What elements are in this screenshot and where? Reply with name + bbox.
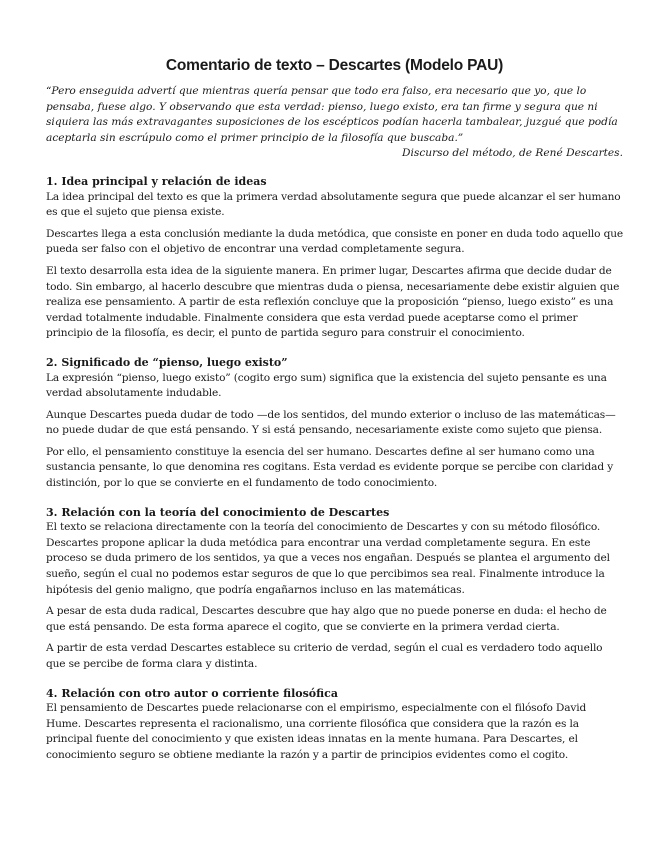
section-heading: 1. Idea principal y relación de ideas [46, 174, 267, 188]
paragraph: El texto se relaciona directamente con la teoría del conocimiento de Descartes y con su método filosófico. Descartes propone aplicar la duda metódica para encontrar una verdad completamente segura. En este proceso se duda primero de los sentidos, ya que a veces nos engañan. Después se plantea el argumento del sueño, según el cual no podemos estar seguros de que lo que percibimos sea real. Finalmente introduce la hipótesis del genio maligno, que podría engañarnos incluso en las matemáticas. [46, 521, 610, 596]
quote-source: Discurso del método, de René Descartes. [402, 147, 623, 160]
quote-text: “Pero enseguida advertí que mientras quería pensar que todo era falso, era necesario que yo, que lo pensaba, fuese algo. Y observando que esta verdad: pienso, luego existo, era tan firme y segura que ni siquiera las más extravagantes suposiciones de los escépticos podían hacerla tambalear, juzgué que podía aceptarla sin escrúpulo como el primer principio de la filosofía que buscaba.” [46, 85, 618, 144]
paragraph: A partir de esta verdad Descartes establece su criterio de verdad, según el cual es verdadero todo aquello que se percibe de forma clara y distinta. [46, 642, 603, 670]
section-heading: 3. Relación con la teoría del conocimiento de Descartes [46, 505, 390, 519]
page-title: Comentario de texto – Descartes (Modelo PAU) [165, 57, 504, 74]
section-teoria-conocimiento [46, 505, 623, 673]
paragraph: La idea principal del texto es que la primera verdad absolutamente segura que puede alcanzar el ser humano es que el sujeto que piensa existe. [46, 190, 621, 219]
paragraph: La expresión “pienso, luego existo” (cogito ergo sum) significa que la existencia del sujeto pensante es una verdad absolutamente indudable. [46, 371, 607, 400]
section-heading: 4. Relación con otro autor o corriente filosófica [46, 686, 338, 700]
paragraph: El pensamiento de Descartes puede relacionarse con el empirismo, especialmente con el filósofo David Hume. Descartes representa el racionalismo, una corriente filosófica que considera que la razón es la principal fuente del conocimiento y que existen ideas innatas en la mente humana. Para Descartes, el conocimiento seguro se obtiene mediante la razón y a partir de principios evidentes como el cogito. [46, 702, 587, 761]
section-significado [46, 355, 623, 492]
paragraph: Aunque Descartes pueda dudar de todo —de los sentidos, del mundo exterior o incluso de las matemáticas— no puede dudar de que está pensando. Y si está pensando, necesariamente existe como sujeto que piensa. [46, 408, 616, 437]
paragraph: A pesar de esta duda radical, Descartes descubre que hay algo que no puede ponerse en duda: el hecho de que está pensando. De esta forma aparece el cogito, que se convierte en la primera verdad cierta. [46, 605, 607, 633]
section-heading: 2. Significado de “pienso, luego existo” [46, 355, 288, 369]
section-relacion-autor [46, 686, 623, 764]
paragraph: Descartes llega a esta conclusión mediante la duda metódica, que consiste en poner en duda todo aquello que pueda ser falso con el objetivo de encontrar una verdad completamente segura. [46, 227, 624, 256]
section-idea-principal [46, 174, 623, 342]
paragraph: El texto desarrolla esta idea de la siguiente manera. En primer lugar, Descartes afirma que decide dudar de todo. Sin embargo, al hacerlo descubre que mientras duda o piensa, necesariamente debe existir alguien que realiza ese pensamiento. A partir de esta reflexión concluye que la proposición “pienso, luego existo” es una verdad totalmente indudable. Finalmente considera que esta verdad puede aceptarse como el primer principio de la filosofía, es decir, el punto de partida seguro para construir el conocimiento. [46, 264, 620, 340]
paragraph: Por ello, el pensamiento constituye la esencia del ser humano. Descartes define al ser humano como una sustancia pensante, lo que denomina res cogitans. Esta verdad es evidente porque se percibe con claridad y distinción, por lo que se convierte en el fundamento de todo conocimiento. [46, 445, 614, 490]
